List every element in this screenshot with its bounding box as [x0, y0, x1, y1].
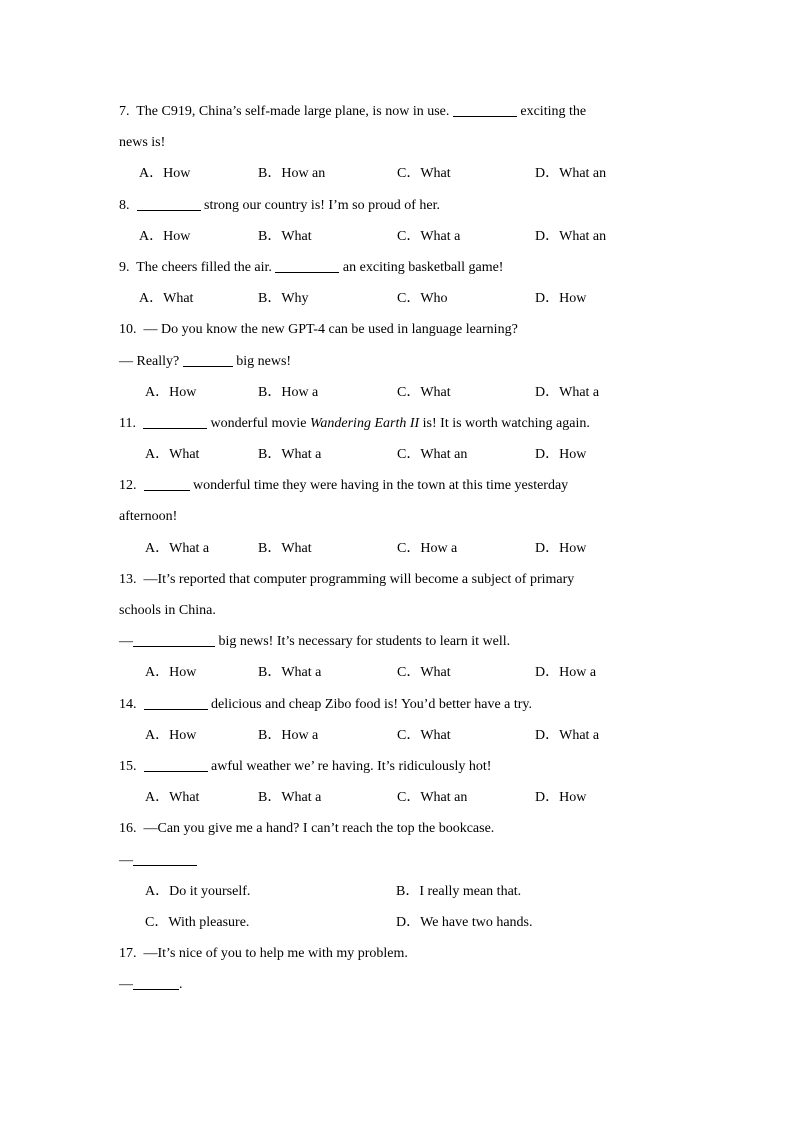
answer-blank: [453, 102, 517, 117]
option-b[interactable]: B．How a: [258, 727, 319, 743]
option-d[interactable]: D．What a: [535, 727, 600, 743]
question-7-stem: 7. The C919, China’s self-made large plane, is now in use. exciting the: [119, 104, 587, 119]
question-13-reply: — big news! It’s necessary for students to learn it well.: [119, 634, 511, 650]
question-9-options: [119, 283, 659, 314]
option-c[interactable]: C．What: [397, 727, 451, 743]
question-12-stem: 12. wonderful time they were having in the town at this time yesterday: [119, 478, 569, 494]
option-b[interactable]: B．What a: [258, 665, 322, 681]
question-8-stem: 8. strong our country is! I’m so proud of her.: [119, 197, 441, 213]
question-7-options: [119, 158, 659, 189]
question-10-options: [119, 377, 659, 408]
option-a[interactable]: A．How: [145, 384, 197, 400]
option-b[interactable]: B．What a: [258, 790, 322, 806]
option-d[interactable]: D．How: [535, 291, 587, 307]
option-a[interactable]: A．What a: [145, 540, 210, 556]
movie-title: Wandering Earth II: [310, 415, 420, 431]
option-d[interactable]: D．What a: [535, 384, 600, 400]
option-a[interactable]: A．What: [139, 291, 194, 307]
option-b[interactable]: B．What: [258, 228, 312, 244]
option-b[interactable]: B．I really mean that.: [396, 883, 522, 899]
question-11-options: [119, 439, 659, 470]
option-d[interactable]: D．We have two hands.: [396, 914, 533, 930]
option-b[interactable]: B．What a: [258, 447, 322, 463]
option-a[interactable]: A．How: [145, 727, 197, 743]
option-b[interactable]: B．How an: [258, 166, 326, 182]
option-a[interactable]: A．How: [139, 228, 191, 244]
answer-blank: [275, 258, 339, 273]
option-c[interactable]: C．With pleasure.: [145, 914, 250, 930]
option-d[interactable]: D．How: [535, 790, 587, 806]
option-a[interactable]: A．What: [145, 790, 200, 806]
answer-blank: [144, 476, 190, 491]
question-17-reply: — .: [119, 977, 183, 993]
question-14-stem: 14. delicious and cheap Zibo food is! You’d better have a try.: [119, 696, 533, 712]
option-b[interactable]: B．How a: [258, 384, 319, 400]
question-11-stem: 11. wonderful movie Wandering Earth II is! It is worth watching again.: [119, 415, 590, 431]
option-c[interactable]: C．What an: [397, 790, 468, 806]
question-16-options-row2: [119, 907, 659, 938]
option-b[interactable]: B．What: [258, 540, 312, 556]
question-14-options: [119, 720, 659, 751]
answer-blank: [183, 352, 233, 367]
question-16-stem: 16. —Can you give me a hand? I can’t reach the top the bookcase.: [119, 821, 495, 837]
question-10-stem: 10. — Do you know the new GPT-4 can be used in language learning?: [119, 322, 518, 338]
option-a[interactable]: A．Do it yourself.: [145, 883, 251, 899]
question-13-options: [119, 657, 659, 688]
option-d[interactable]: D．How: [535, 540, 587, 556]
question-13-stem: 13. —It’s reported that computer programming will become a subject of primary: [119, 571, 575, 587]
option-a[interactable]: A．What: [145, 447, 200, 463]
question-7-stem-cont: news is!: [119, 135, 166, 151]
question-13-stem-cont: schools in China.: [119, 603, 216, 618]
question-10-reply: — Really? big news!: [119, 353, 292, 369]
option-d[interactable]: D．How: [535, 447, 587, 463]
option-c[interactable]: C．What an: [397, 447, 468, 463]
option-c[interactable]: C．What: [397, 384, 451, 400]
answer-blank: [143, 414, 207, 429]
option-c[interactable]: C．What: [397, 166, 451, 182]
answer-blank: [144, 757, 208, 772]
option-b[interactable]: B．Why: [258, 291, 309, 307]
option-d[interactable]: D．How a: [535, 665, 597, 681]
option-d[interactable]: D．What an: [535, 228, 607, 244]
question-12-options: [119, 533, 659, 564]
question-17-stem: 17. —It’s nice of you to help me with my problem.: [119, 946, 408, 962]
option-c[interactable]: C．Who: [397, 291, 448, 307]
option-a[interactable]: A．How: [145, 665, 197, 681]
answer-blank: [133, 851, 197, 866]
option-c[interactable]: C．How a: [397, 540, 458, 556]
option-c[interactable]: C．What: [397, 665, 451, 681]
answer-blank: [133, 975, 179, 990]
answer-blank: [144, 695, 208, 710]
option-d[interactable]: D．What an: [535, 166, 607, 182]
question-16-reply: —: [119, 845, 659, 876]
answer-blank: [137, 196, 201, 211]
question-8-options: [119, 221, 659, 252]
question-list: [119, 96, 659, 1000]
question-15-options: [119, 782, 659, 813]
question-16-options-row1: [119, 876, 659, 907]
question-9-stem: 9. The cheers filled the air. an exciting basketball game!: [119, 259, 504, 275]
option-a[interactable]: A．How: [139, 166, 191, 182]
option-c[interactable]: C．What a: [397, 228, 461, 244]
answer-blank: [133, 632, 215, 647]
question-15-stem: 15. awful weather we’ re having. It’s ridiculously hot!: [119, 758, 492, 774]
question-12-stem-cont: afternoon!: [119, 509, 178, 525]
